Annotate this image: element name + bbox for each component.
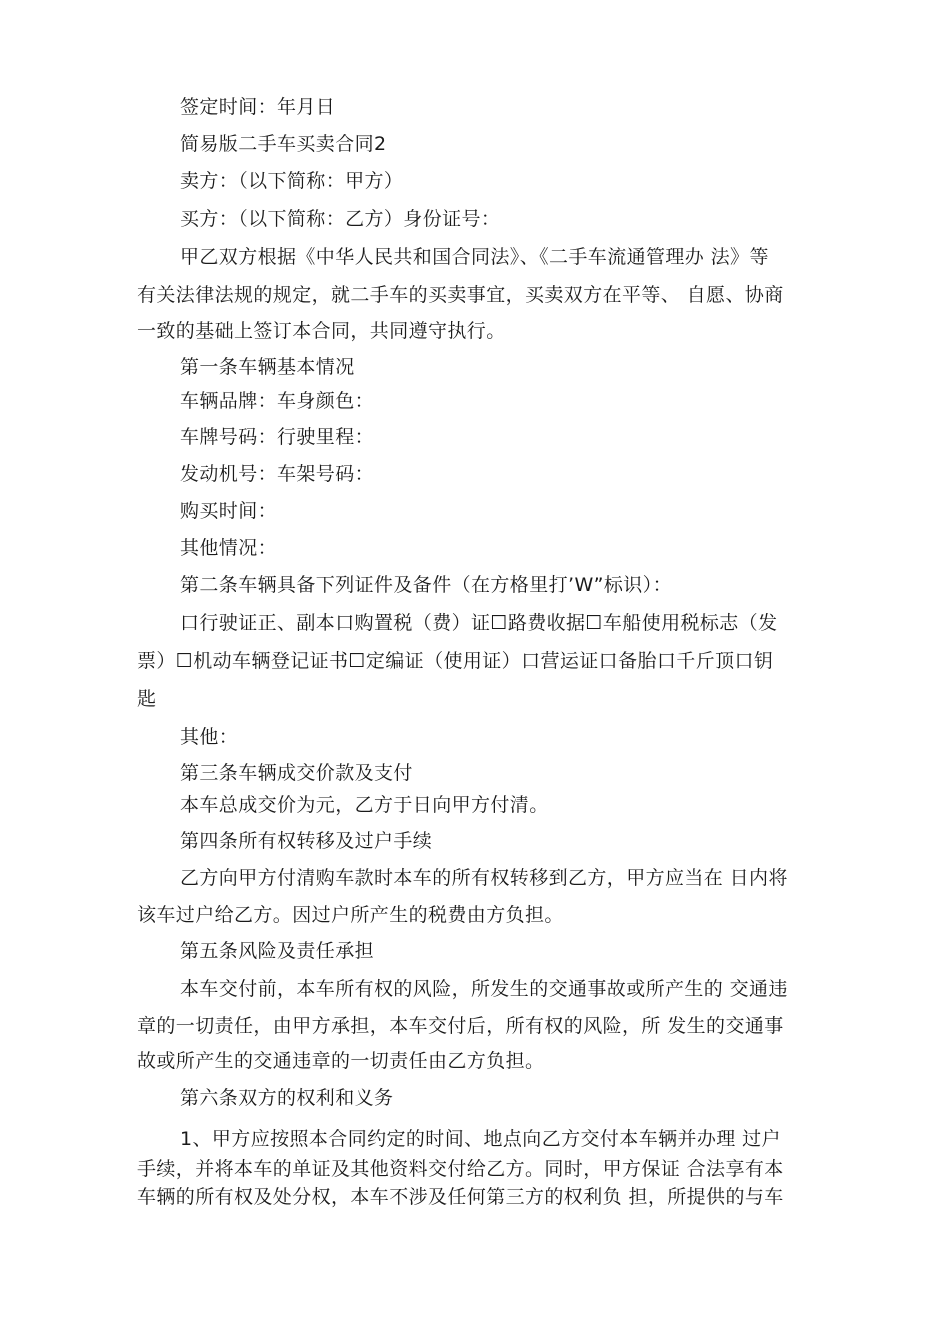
preamble-line-2: 有关法律法规的规定，就二手车的买卖事宜，买卖双方在平等、 自愿、协商 (137, 284, 784, 306)
signing-date-line: 签定时间：年月日 (180, 96, 336, 118)
article-2-heading: 第二条车辆具备下列证件及备件（在方格里打’W”标识）： (180, 574, 672, 596)
vehicle-brand-line: 车辆品牌：车身颜色： (180, 390, 375, 412)
contract-title: 简易版二手车买卖合同2 (180, 133, 387, 155)
obligations-line-1: 1、甲方应按照本合同约定的时间、地点向乙方交付本车辆并办理 过户 (180, 1128, 781, 1150)
article-6-heading: 第六条双方的权利和义务 (180, 1087, 394, 1109)
price-payment-line: 本车总成交价为元，乙方于日向甲方付清。 (180, 794, 549, 816)
seller-line: 卖方：（以下简称：甲方） (180, 170, 404, 192)
risk-line-2: 章的一切责任，由甲方承担，本车交付后，所有权的风险，所 发生的交通事 (137, 1015, 784, 1037)
article-1-heading: 第一条车辆基本情况 (180, 356, 355, 378)
purchase-time-line: 购买时间： (180, 500, 278, 522)
other-items-line: 其他： (180, 726, 239, 748)
documents-list-line-2: 票）☐机动车辆登记证书☐定编证（使用证）口营运证口备胎口千斤顶口钥 (137, 650, 774, 672)
documents-list-line-1: 口行驶证正、副本口购置税（费）证☐路费收据☐车船使用税标志（发 (180, 612, 778, 634)
ownership-line-2: 该车过户给乙方。因过户所产生的税费由方负担。 (137, 904, 564, 926)
obligations-line-2: 手续，并将本车的单证及其他资料交付给乙方。同时，甲方保证 合法享有本 (137, 1158, 784, 1180)
article-4-heading: 第四条所有权转移及过户手续 (180, 830, 433, 852)
preamble-line-1: 甲乙双方根据《中华人民共和国合同法》、《二手车流通管理办 法》等 (180, 246, 769, 268)
buyer-line: 买方：（以下简称：乙方）身份证号： (180, 208, 501, 230)
article-3-heading: 第三条车辆成交价款及支付 (180, 762, 413, 784)
risk-line-1: 本车交付前，本车所有权的风险，所发生的交通事故或所产生的 交通违 (180, 978, 788, 1000)
plate-number-line: 车牌号码：行驶里程： (180, 426, 375, 448)
engine-number-line: 发动机号：车架号码： (180, 463, 375, 485)
preamble-line-3: 一致的基础上签订本合同，共同遵守执行。 (137, 320, 506, 342)
article-5-heading: 第五条风险及责任承担 (180, 940, 375, 962)
obligations-line-3: 车辆的所有权及处分权，本车不涉及任何第三方的权利负 担，所提供的与车 (137, 1186, 784, 1208)
documents-list-line-3: 匙 (137, 688, 157, 710)
ownership-line-1: 乙方向甲方付清购车款时本车的所有权转移到乙方，甲方应当在 日内将 (180, 867, 788, 889)
risk-line-3: 故或所产生的交通违章的一切责任由乙方负担。 (137, 1050, 545, 1072)
other-situation-line: 其他情况： (180, 537, 278, 559)
